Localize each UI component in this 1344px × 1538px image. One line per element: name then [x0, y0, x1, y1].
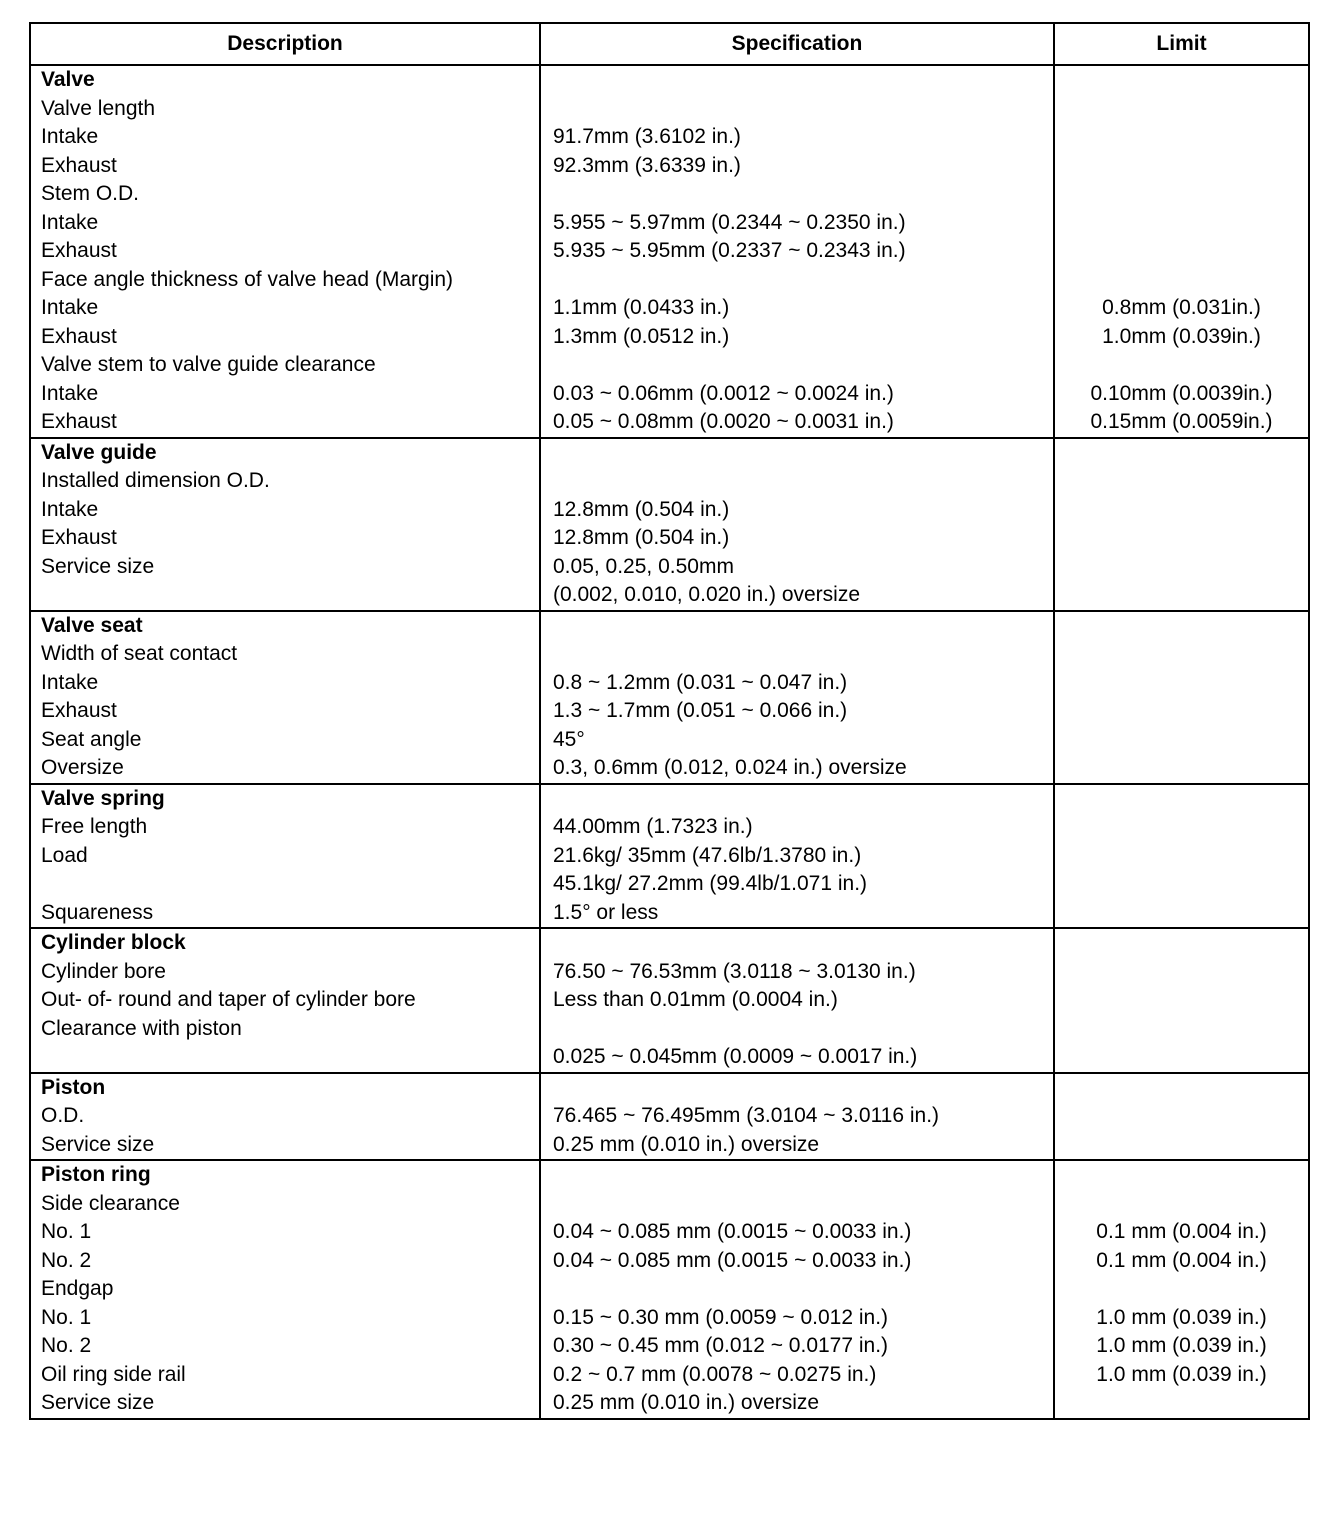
- limit-cell: [1054, 611, 1309, 784]
- specification-value: 0.25 mm (0.010 in.) oversize: [553, 1132, 820, 1156]
- limit-cell: [1054, 1073, 1309, 1161]
- section-row: [30, 438, 1309, 611]
- specification-cell: [540, 65, 1054, 438]
- description-cell: [30, 65, 540, 438]
- section-title: Valve spring: [41, 786, 165, 810]
- specification-value: 45°: [553, 727, 585, 751]
- description-line: No. 1: [41, 1220, 92, 1243]
- specification-cell: [540, 784, 1054, 929]
- spacer: [541, 1161, 1053, 1190]
- limit-value: [1055, 496, 1308, 525]
- section-row: [30, 65, 1309, 438]
- limit-value: [1055, 524, 1308, 553]
- description-line: No. 2: [41, 1248, 92, 1272]
- description-line: Exhaust: [41, 526, 117, 549]
- description-cell: [30, 438, 540, 611]
- limit-value: [1055, 467, 1308, 496]
- description-line: Intake: [41, 125, 99, 148]
- description-line: Exhaust: [41, 324, 117, 348]
- spacer: [1055, 929, 1308, 958]
- specification-value: 0.05, 0.25, 0.50mm: [553, 554, 734, 578]
- specification-value: 1.3mm (0.0512 in.): [553, 324, 730, 348]
- specification-value: 12.8mm (0.504 in.): [553, 497, 730, 521]
- limit-cell: [1054, 928, 1309, 1073]
- specification-value: 91.7mm (3.6102 in.): [553, 125, 741, 148]
- description-line: Service size: [41, 1132, 155, 1156]
- description-cell: [30, 611, 540, 784]
- specification-value: 5.955 ~ 5.97mm (0.2344 ~ 0.2350 in.): [553, 210, 906, 234]
- limit-value: [1055, 870, 1308, 899]
- description-line: Clearance with piston: [41, 1016, 242, 1040]
- specification-cell: [540, 1160, 1054, 1419]
- limit-value: [1055, 209, 1308, 238]
- description-line: Cylinder bore: [41, 959, 166, 983]
- limit-value: [1055, 1389, 1308, 1418]
- limit-value: [1055, 697, 1308, 726]
- section-title: Piston: [41, 1075, 106, 1099]
- spacer: [1055, 785, 1308, 814]
- specification-value: [541, 467, 1053, 496]
- specification-value: [541, 1190, 1053, 1219]
- limit-value: [1055, 899, 1308, 928]
- description-line: No. 2: [41, 1334, 92, 1357]
- description-line: Load: [41, 843, 88, 867]
- spacer: [1055, 1161, 1308, 1190]
- specification-value: 92.3mm (3.6339 in.): [553, 153, 741, 177]
- specification-value: [541, 266, 1053, 295]
- limit-value: [1055, 1131, 1308, 1160]
- specification-value: 1.5° or less: [553, 900, 659, 924]
- specification-cell: [540, 611, 1054, 784]
- section-row: [30, 928, 1309, 1073]
- spacer: [1055, 66, 1308, 95]
- specification-value: 1.1mm (0.0433 in.): [553, 296, 730, 319]
- description-line: [31, 870, 539, 899]
- specification-value: 44.00mm (1.7323 in.): [553, 815, 753, 838]
- description-cell: [30, 1160, 540, 1419]
- specification-value: (0.002, 0.010, 0.020 in.) oversize: [553, 583, 861, 606]
- spacer: [541, 785, 1053, 814]
- limit-value: 1.0mm (0.039in.): [1102, 324, 1261, 348]
- specification-value: 76.465 ~ 76.495mm (3.0104 ~ 3.0116 in.): [553, 1104, 940, 1127]
- specification-cell: [540, 438, 1054, 611]
- description-line: Free length: [41, 815, 148, 838]
- description-line: [31, 1043, 539, 1072]
- header-row: [30, 23, 1309, 65]
- description-line: Exhaust: [41, 153, 117, 177]
- section-row: [30, 611, 1309, 784]
- specification-value: 76.50 ~ 76.53mm (3.0118 ~ 3.0130 in.): [553, 959, 916, 983]
- header-specification: Specification: [540, 23, 1054, 65]
- specification-value: 0.04 ~ 0.085 mm (0.0015 ~ 0.0033 in.): [553, 1220, 912, 1243]
- limit-value: 0.1 mm (0.004 in.): [1096, 1220, 1267, 1243]
- section-title: Cylinder block: [41, 931, 186, 954]
- header-limit: Limit: [1054, 23, 1309, 65]
- description-line: Intake: [41, 670, 99, 694]
- specification-value: 21.6kg/ 35mm (47.6lb/1.3780 in.): [553, 843, 862, 867]
- spacer: [541, 1074, 1053, 1103]
- limit-value: [1055, 754, 1308, 783]
- description-line: Stem O.D.: [41, 182, 140, 205]
- limit-value: [1055, 726, 1308, 755]
- limit-value: 0.10mm (0.0039in.): [1090, 381, 1273, 405]
- specification-value: [541, 1015, 1053, 1044]
- specification-cell: [540, 928, 1054, 1073]
- limit-value: [1055, 842, 1308, 871]
- limit-value: [1055, 266, 1308, 295]
- specification-value: [541, 180, 1053, 209]
- description-line: Intake: [41, 296, 99, 319]
- description-line: Oil ring side rail: [41, 1362, 186, 1386]
- limit-value: [1055, 351, 1308, 380]
- limit-value: [1055, 1275, 1308, 1304]
- description-line: Width of seat contact: [41, 642, 238, 665]
- description-line: Service size: [41, 554, 155, 578]
- specification-value: Less than 0.01mm (0.0004 in.): [553, 988, 838, 1011]
- limit-value: [1055, 180, 1308, 209]
- specification-value: 0.8 ~ 1.2mm (0.031 ~ 0.047 in.): [553, 670, 848, 694]
- description-line: No. 1: [41, 1305, 92, 1329]
- spacer: [1055, 612, 1308, 641]
- limit-value: [1055, 237, 1308, 266]
- description-line: Endgap: [41, 1277, 114, 1300]
- description-line: Out- of- round and taper of cylinder bore: [41, 988, 416, 1011]
- specification-value: 1.3 ~ 1.7mm (0.051 ~ 0.066 in.): [553, 699, 848, 722]
- description-line: Valve stem to valve guide clearance: [41, 353, 376, 376]
- specification-value: 0.25 mm (0.010 in.) oversize: [553, 1391, 820, 1414]
- section-row: [30, 784, 1309, 929]
- spacer: [1055, 1074, 1308, 1103]
- description-cell: [30, 1073, 540, 1161]
- spacer: [541, 66, 1053, 95]
- limit-value: 1.0 mm (0.039 in.): [1096, 1334, 1267, 1357]
- section-title: Piston ring: [41, 1163, 151, 1186]
- spacer: [541, 929, 1053, 958]
- section-row: [30, 1160, 1309, 1419]
- description-line: Valve length: [41, 96, 156, 120]
- spec-table: [29, 22, 1310, 1420]
- description-line: Squareness: [41, 900, 154, 924]
- specification-cell: [540, 1073, 1054, 1161]
- limit-value: 0.1 mm (0.004 in.): [1096, 1248, 1267, 1272]
- description-line: Service size: [41, 1391, 155, 1414]
- specification-value: [541, 1275, 1053, 1304]
- header-description: Description: [30, 23, 540, 65]
- limit-value: 1.0 mm (0.039 in.): [1096, 1305, 1267, 1329]
- specification-value: 12.8mm (0.504 in.): [553, 526, 730, 549]
- limit-cell: [1054, 1160, 1309, 1419]
- limit-value: [1055, 669, 1308, 698]
- description-line: Exhaust: [41, 699, 117, 722]
- limit-value: [1055, 95, 1308, 124]
- limit-value: [1055, 958, 1308, 987]
- description-line: Intake: [41, 497, 99, 521]
- description-line: Side clearance: [41, 1191, 180, 1215]
- limit-value: [1055, 640, 1308, 669]
- spacer: [541, 439, 1053, 468]
- description-line: Seat angle: [41, 727, 142, 751]
- limit-cell: [1054, 65, 1309, 438]
- specification-value: [541, 95, 1053, 124]
- description-line: Exhaust: [41, 239, 117, 262]
- section-title: Valve seat: [41, 613, 143, 637]
- limit-value: [1055, 1190, 1308, 1219]
- limit-value: [1055, 813, 1308, 842]
- specification-value: 0.04 ~ 0.085 mm (0.0015 ~ 0.0033 in.): [553, 1248, 912, 1272]
- description-line: Installed dimension O.D.: [41, 469, 270, 492]
- specification-value: 0.15 ~ 0.30 mm (0.0059 ~ 0.012 in.): [553, 1305, 889, 1329]
- description-line: O.D.: [41, 1104, 85, 1127]
- limit-cell: [1054, 784, 1309, 929]
- description-line: Oversize: [41, 756, 124, 779]
- limit-value: [1055, 553, 1308, 582]
- description-cell: [30, 928, 540, 1073]
- description-line: [31, 581, 539, 610]
- specification-value: 0.025 ~ 0.045mm (0.0009 ~ 0.0017 in.): [553, 1045, 918, 1068]
- limit-value: 0.15mm (0.0059in.): [1090, 410, 1273, 433]
- specification-value: [541, 351, 1053, 380]
- limit-value: [1055, 152, 1308, 181]
- limit-value: [1055, 1043, 1308, 1072]
- specification-value: 45.1kg/ 27.2mm (99.4lb/1.071 in.): [553, 872, 868, 895]
- description-cell: [30, 784, 540, 929]
- section-row: [30, 1073, 1309, 1161]
- limit-value: 0.8mm (0.031in.): [1102, 296, 1261, 319]
- limit-value: [1055, 581, 1308, 610]
- limit-value: [1055, 123, 1308, 152]
- limit-value: [1055, 1102, 1308, 1131]
- specification-value: 0.2 ~ 0.7 mm (0.0078 ~ 0.0275 in.): [553, 1362, 877, 1386]
- specification-value: 0.30 ~ 0.45 mm (0.012 ~ 0.0177 in.): [553, 1334, 889, 1357]
- limit-cell: [1054, 438, 1309, 611]
- description-line: Intake: [41, 210, 99, 234]
- limit-value: [1055, 986, 1308, 1015]
- description-line: Exhaust: [41, 410, 117, 433]
- specification-value: [541, 640, 1053, 669]
- spec-body: [30, 65, 1309, 1419]
- description-line: Intake: [41, 381, 99, 405]
- spacer: [1055, 439, 1308, 468]
- specification-value: 0.05 ~ 0.08mm (0.0020 ~ 0.0031 in.): [553, 410, 894, 433]
- specification-value: 5.935 ~ 5.95mm (0.2337 ~ 0.2343 in.): [553, 239, 906, 262]
- specification-value: 0.03 ~ 0.06mm (0.0012 ~ 0.0024 in.): [553, 381, 894, 405]
- section-title: Valve guide: [41, 440, 157, 464]
- limit-value: [1055, 1015, 1308, 1044]
- limit-value: 1.0 mm (0.039 in.): [1096, 1362, 1267, 1386]
- specification-value: 0.3, 0.6mm (0.012, 0.024 in.) oversize: [553, 756, 907, 779]
- description-line: Face angle thickness of valve head (Margin): [41, 267, 454, 291]
- spacer: [541, 612, 1053, 641]
- section-title: Valve: [41, 68, 95, 91]
